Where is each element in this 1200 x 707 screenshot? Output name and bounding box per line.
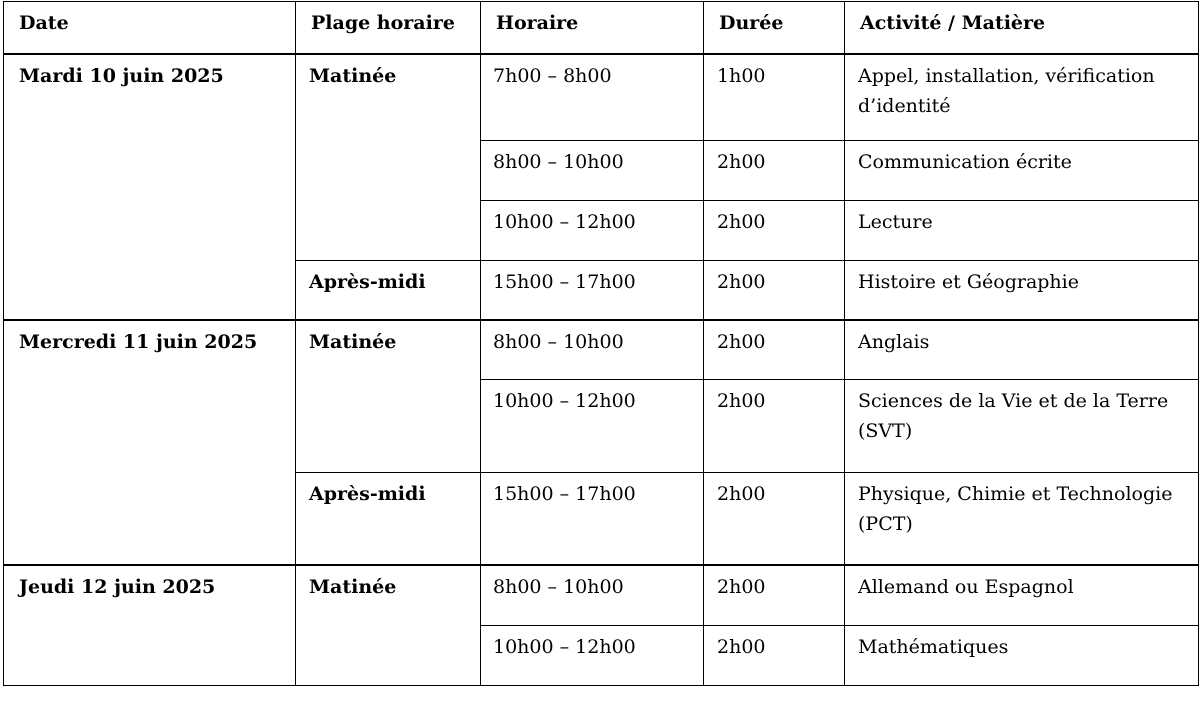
duration-cell: 2h00 <box>704 473 845 565</box>
header-date: Date <box>4 2 296 54</box>
date-cell: Mardi 10 juin 2025 <box>4 54 296 320</box>
table-row <box>4 54 1199 141</box>
activity-cell: Communication écrite <box>845 141 1199 201</box>
time-cell: 15h00 – 17h00 <box>481 473 704 565</box>
time-cell: 10h00 – 12h00 <box>481 201 704 261</box>
duration-cell: 2h00 <box>704 380 845 473</box>
time-cell: 8h00 – 10h00 <box>481 565 704 626</box>
slot-cell: Après-midi <box>296 261 481 320</box>
date-cell: Jeudi 12 juin 2025 <box>4 565 296 686</box>
header-time: Horaire <box>481 2 704 54</box>
duration-cell: 2h00 <box>704 626 845 686</box>
table-row <box>4 320 1199 380</box>
time-cell: 10h00 – 12h00 <box>481 380 704 473</box>
activity-cell: Physique, Chimie et Technologie (PCT) <box>845 473 1199 565</box>
time-cell: 7h00 – 8h00 <box>481 54 704 141</box>
slot-cell: Après-midi <box>296 473 481 565</box>
duration-cell: 2h00 <box>704 141 845 201</box>
time-cell: 15h00 – 17h00 <box>481 261 704 320</box>
activity-cell: Appel, installation, vérification d’identité <box>845 54 1199 141</box>
activity-cell: Mathématiques <box>845 626 1199 686</box>
header-row <box>4 2 1199 54</box>
activity-cell: Anglais <box>845 320 1199 380</box>
activity-cell: Allemand ou Espagnol <box>845 565 1199 626</box>
duration-cell: 2h00 <box>704 201 845 261</box>
date-cell: Mercredi 11 juin 2025 <box>4 320 296 565</box>
slot-cell: Matinée <box>296 320 481 473</box>
exam-schedule-table <box>3 1 1199 686</box>
activity-cell: Sciences de la Vie et de la Terre (SVT) <box>845 380 1199 473</box>
duration-cell: 1h00 <box>704 54 845 141</box>
time-cell: 8h00 – 10h00 <box>481 320 704 380</box>
header-activity: Activité / Matière <box>845 2 1199 54</box>
header-slot: Plage horaire <box>296 2 481 54</box>
duration-cell: 2h00 <box>704 261 845 320</box>
duration-cell: 2h00 <box>704 320 845 380</box>
time-cell: 8h00 – 10h00 <box>481 141 704 201</box>
table-row <box>4 565 1199 626</box>
activity-cell: Histoire et Géographie <box>845 261 1199 320</box>
header-duration: Durée <box>704 2 845 54</box>
duration-cell: 2h00 <box>704 565 845 626</box>
slot-cell: Matinée <box>296 565 481 686</box>
time-cell: 10h00 – 12h00 <box>481 626 704 686</box>
activity-cell: Lecture <box>845 201 1199 261</box>
slot-cell: Matinée <box>296 54 481 261</box>
